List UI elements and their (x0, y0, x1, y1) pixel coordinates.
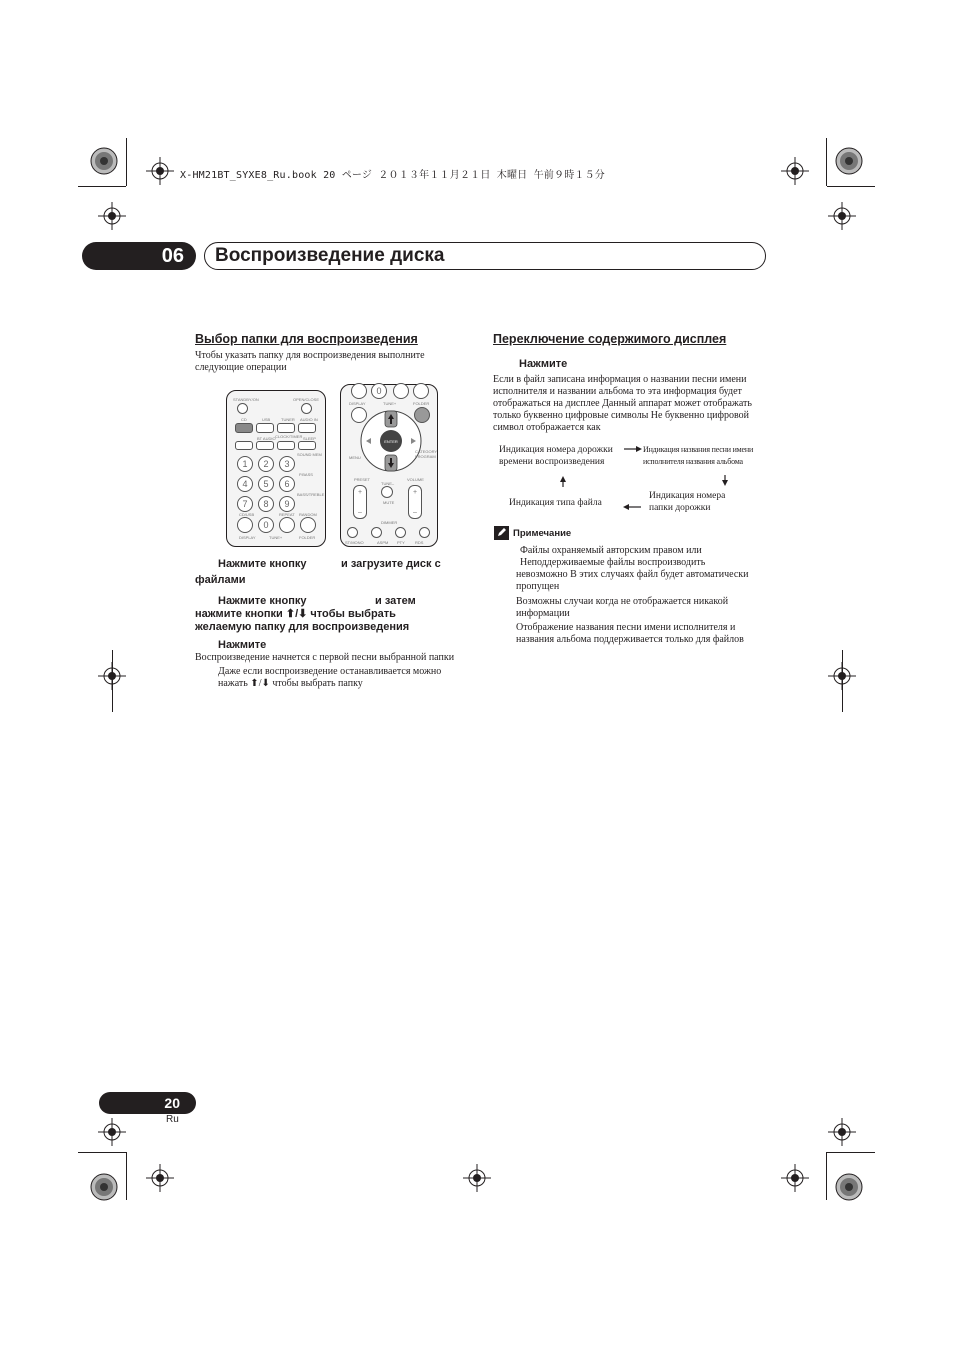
arrow-down-icon (722, 475, 728, 486)
diagram-box-track-time: Индикация номера дорожки времени воспроизведения (499, 445, 613, 467)
note-item-1: Файлы охраняемый авторским правом или Неподдерживаемые файлы воспроизводить невозможно В этих случаях файл будет автоматически пропущен (516, 545, 749, 592)
diagram-box-title-artist: Индикация названия песни имени исполнителя названия альбома (643, 445, 754, 466)
step-3-label: Нажмите (218, 639, 267, 651)
step-2-label: Нажмите кнопку (218, 595, 307, 607)
step-2-line2: нажмите кнопки ⬆/⬇ чтобы выбрать (195, 608, 396, 620)
chapter-number: 06 (82, 242, 196, 270)
step-1-label: Нажмите кнопку (218, 558, 307, 570)
section-heading-folder: Выбор папки для воспроизведения (195, 332, 418, 346)
step-2-cont: и затем (375, 595, 416, 607)
cd-button (235, 423, 253, 433)
standby-icon (237, 403, 248, 414)
arrow-left-icon (623, 504, 641, 510)
diagram-arrows (490, 440, 750, 520)
remote-image-navigation: 0 DISPLAY TUNE+ FOLDER ENTER MENU CATEGORY PROGRAM PRESET TUNE– VOLUME + + MUTE – – DIMMER ST/MONO ASPM PTY RDS (340, 384, 438, 547)
diagram-box-folder-track: Индикация номера папки дорожки (649, 491, 726, 513)
note-pencil-icon (494, 526, 509, 540)
eject-icon (301, 403, 312, 414)
svg-text:ENTER: ENTER (384, 439, 398, 444)
step-1-end: файлами (195, 574, 246, 586)
remote-image-main: STANDBY/ON OPEN/CLOSE CD USB TUNER AUDIO IN BT AUDIO CLOCK/TIMER SLEEP SOUND MEM 1 2 3 P.BASS 4 5 6 BASS/TREBLE 7 8 9 CD/USB REPEAT RANDOM 0 DISPLAY TUNE+ FOLDER (226, 390, 326, 547)
arrow-right-icon (624, 446, 642, 452)
print-header: X-HM21BT_SYXE8_Ru.book 20 ページ ２０１３年１１月２１日 木曜日 午前９時１５分 (180, 170, 605, 181)
intro-text: Чтобы указать папку для воспроизведения выполните следующие операции (195, 350, 425, 373)
tip-text: Даже если воспроизведение останавливается можно нажать ⬆/⬇ чтобы выбрать папку (218, 666, 442, 689)
note-item-3: Отображение названия песни имени исполнителя и названия альбома поддерживается только для файлов (516, 622, 744, 645)
note-heading: Примечание (513, 528, 572, 539)
step-1-cont: и загрузите диск с (341, 558, 441, 570)
arrow-up-icon (560, 476, 566, 487)
page-number: 20 (99, 1092, 196, 1114)
section-heading-display: Переключение содержимого дисплея (493, 332, 727, 346)
display-description: Если в файл записана информация о названии песни имени исполнителя и названии альбома то эта информация будет отображаться на дисплее Данный аппарат может отображать только буквенно цифровые символы Не буквенно цифровой символ отображается как (493, 374, 752, 433)
step-2-line3: желаемую папку для воспроизведения (195, 621, 410, 633)
chapter-title: Воспроизведение диска (204, 242, 766, 270)
note-item-2: Возможны случаи когда не отображается никакой информации (516, 596, 729, 619)
result-text: Воспроизведение начнется с первой песни выбранной папки (195, 652, 455, 663)
language-code: Ru (166, 1114, 179, 1125)
diagram-box-file-type: Индикация типа файла (509, 498, 602, 508)
dpad-icon (357, 407, 425, 475)
display-step-label: Нажмите (519, 358, 568, 370)
